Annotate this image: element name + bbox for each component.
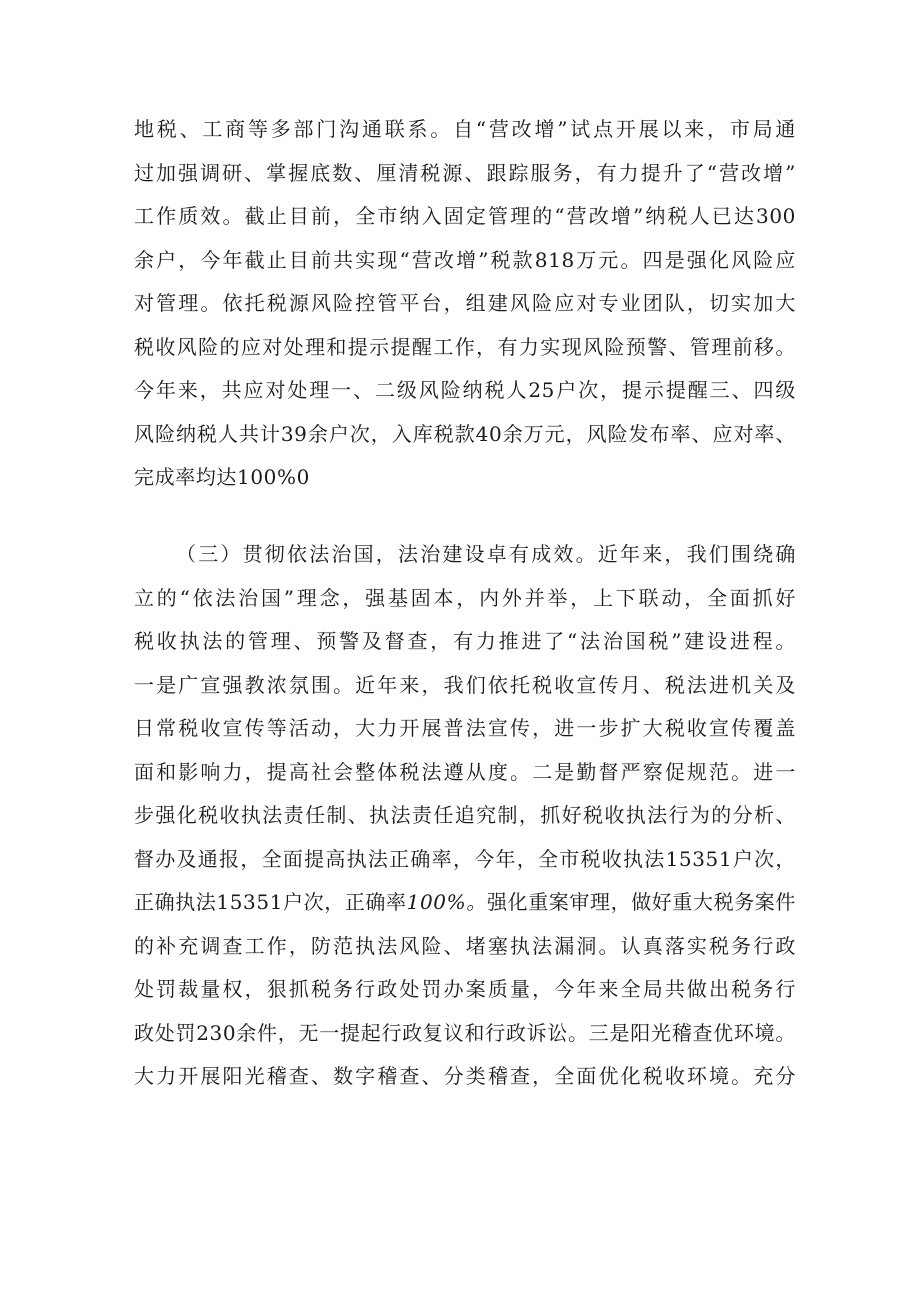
- text-line: 税收执法的管理、预警及督查，有力推进了“法治国税”建设进程。: [134, 629, 796, 653]
- text-line: 的补充调查工作，防范执法风险、堵塞执法漏洞。认真落实税务行政: [134, 933, 796, 958]
- text-line: 地税、工商等多部门沟通联系。自“营改增”试点开展以来，市局通: [134, 117, 796, 141]
- text-line: 日常税收宣传等活动，大力开展普法宣传，进一步扩大税收宣传覆盖: [134, 716, 796, 740]
- text-line: 工作质效。截止目前，全市纳入固定管理的“营改增”纳税人已达300: [134, 204, 796, 228]
- text-line-mixed: [134, 881, 796, 925]
- text-line: 今年来，共应对处理一、二级风险纳税人25户次，提示提醒三、四级: [134, 378, 796, 402]
- paragraph-1: [134, 108, 796, 500]
- text-line: 余户，今年截止目前共实现“营改增”税款818万元。四是强化风险应: [134, 247, 796, 272]
- text-line: 对管理。依托税源风险控管平台，组建风险应对专业团队，切实加大: [134, 291, 796, 315]
- text-segment: [134, 881, 487, 925]
- text-line: 过加强调研、掌握底数、厘清税源、跟踪服务，有力提升了“营改增”: [134, 160, 796, 185]
- text-line: 大力开展阳光稽查、数字稽查、分类稽查，全面优化税收环境。充分: [134, 1064, 796, 1088]
- text-segment-a: 正确执法15351户次，正确率: [134, 890, 407, 914]
- text-line: 政处罚230余件，无一提起行政复议和行政诉讼。三是阳光稽查优环境。: [134, 1020, 796, 1045]
- text-line: 处罚裁量权，狠抓税务行政处罚办案质量，今年来全局共做出税务行: [134, 977, 796, 1001]
- text-line: 风险纳税人共计39余户次，入库税款40余万元，风险发布率、应对率、: [134, 421, 796, 446]
- text-line: 税收风险的应对处理和提示提醒工作，有力实现风险预警、管理前移。: [134, 334, 796, 359]
- paragraph-2: [134, 533, 796, 1099]
- text-line: 一是广宣强教浓氛围。近年来，我们依托税收宣传月、税法进机关及: [134, 672, 796, 697]
- text-line: 立的“依法治国”理念，强基固本，内外并举，上下联动，全面抓好: [134, 585, 796, 610]
- text-segment-b: 强化重案审理，做好重大税务案件: [487, 890, 796, 914]
- italic-rate: 100%。: [406, 890, 487, 914]
- text-line: 步强化税收执法责任制、执法责任追究制，抓好税收执法行为的分析、: [134, 803, 796, 827]
- text-line: 督办及通报，全面提高执法正确率，今年，全市税收执法15351户次，: [134, 846, 796, 871]
- section-heading-line: （三）贯彻依法治国，法治建设卓有成效。近年来，我们围绕确: [176, 542, 796, 566]
- text-line: 完成率均达100%0: [134, 465, 310, 489]
- text-line: 面和影响力，提高社会整体税法遵从度。二是勤督严察促规范。进一: [134, 759, 796, 784]
